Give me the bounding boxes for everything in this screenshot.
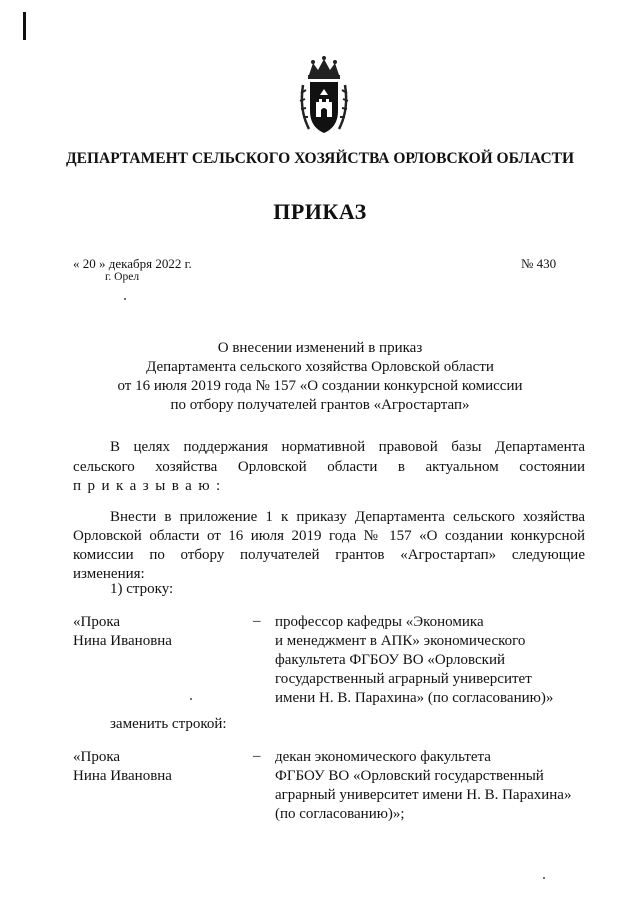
entry-role-line: и менеджмент в АПК» экономического: [275, 633, 526, 649]
body-line: Внести в приложение 1 к приказу Департамента сельского хозяйства: [110, 509, 585, 525]
subject-line: от 16 июля 2019 года № 157 «О создании конкурсной комиссии: [117, 378, 523, 394]
body-line: комиссии по отбору получателей грантов «Агростартап» следующие: [73, 547, 585, 563]
new-entry-role: [275, 748, 571, 824]
entry-role-line: ФГБОУ ВО «Орловский государственный: [275, 768, 544, 784]
entry-role-line: факультета ФГБОУ ВО «Орловский: [275, 652, 506, 668]
entry-role-line: декан экономического факультета: [275, 749, 491, 765]
department-title: ДЕПАРТАМЕНТ СЕЛЬСКОГО ХОЗЯЙСТВА ОРЛОВСКОЙ ОБЛАСТИ: [65, 150, 575, 167]
old-entry-role: [275, 613, 553, 708]
entry-name-line: «Прока: [73, 614, 121, 630]
preamble-line: сельского хозяйства Орловской области в актуальном состоянии: [73, 459, 585, 475]
order-number: № 430: [521, 256, 557, 271]
margin-mark: [23, 12, 26, 40]
document-type-title: ПРИКАЗ: [273, 199, 367, 224]
item-one-label: 1) строку:: [110, 581, 174, 597]
entry-role-line: имени Н. В. Парахина» (по согласованию)»: [275, 690, 554, 706]
entry-name-line: Нина Ивановна: [73, 633, 172, 649]
coat-of-arms-emblem: [295, 55, 353, 137]
order-subject: [60, 339, 580, 415]
body-line: изменения:: [73, 566, 145, 582]
entry-role-line: аграрный университет имени Н. В. Парахина»: [275, 787, 572, 803]
order-city: г. Орел: [105, 271, 140, 283]
entry-role-line: профессор кафедры «Экономика: [275, 614, 484, 630]
subject-line: Департамента сельского хозяйства Орловской области: [146, 359, 494, 375]
scan-speck: [124, 298, 126, 300]
new-entry-name: [73, 748, 172, 786]
new-entry-dash: –: [253, 748, 261, 764]
scan-speck: [543, 877, 545, 879]
order-date: « 20 » декабря 2022 г.: [73, 256, 192, 271]
entry-name-line: Нина Ивановна: [73, 768, 172, 784]
entry-role-line: государственный аграрный университет: [275, 671, 532, 687]
entry-name-line: «Прока: [73, 749, 121, 765]
body-line: Орловской области от 16 июля 2019 года № 157 «О создании конкурсной: [73, 528, 585, 544]
replace-label: заменить строкой:: [110, 716, 227, 732]
entry-role-line: (по согласованию)»;: [275, 806, 405, 822]
preamble-order-word: приказываю:: [73, 478, 227, 494]
old-entry-name: [73, 613, 172, 651]
subject-line: О внесении изменений в приказ: [217, 340, 423, 356]
subject-line: по отбору получателей грантов «Агростартап»: [170, 397, 470, 413]
scan-speck: [190, 698, 192, 700]
preamble-line: В целях поддержания нормативной правовой базы Департамента: [110, 439, 585, 455]
old-entry-dash: –: [253, 613, 261, 629]
